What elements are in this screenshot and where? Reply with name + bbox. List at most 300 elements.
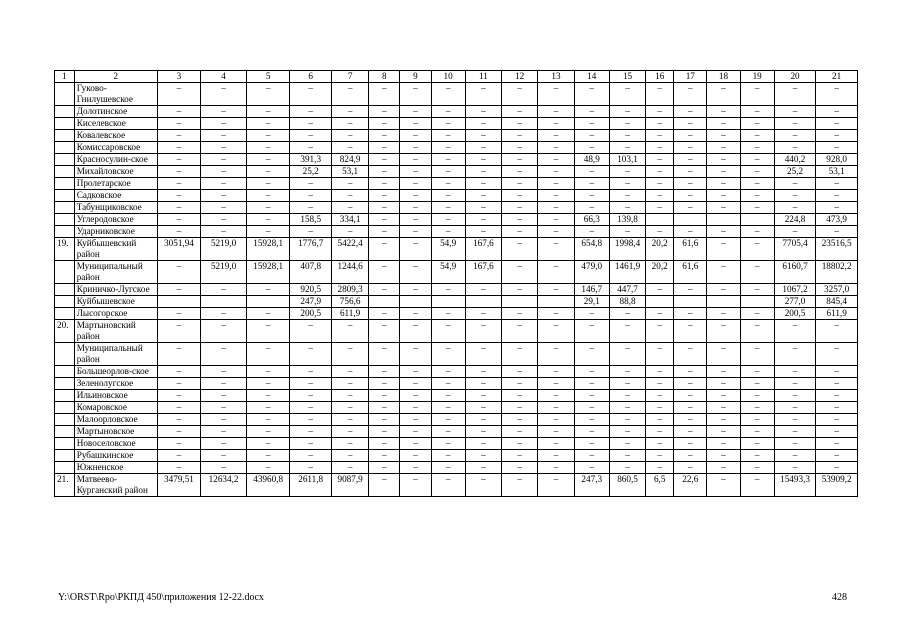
header-cell: 8	[369, 71, 400, 83]
table-row	[55, 402, 858, 414]
value-cell: –	[369, 284, 400, 296]
value-cell: –	[157, 308, 201, 320]
table-row	[55, 308, 858, 320]
value-cell: –	[157, 284, 201, 296]
value-cell: –	[157, 366, 201, 378]
value-cell: 22,6	[674, 474, 707, 497]
value-cell: –	[646, 343, 674, 366]
value-cell: –	[674, 343, 707, 366]
value-cell: –	[201, 118, 247, 130]
value-cell: –	[538, 202, 574, 214]
value-cell: –	[502, 178, 538, 190]
value-cell: –	[246, 154, 290, 166]
value-cell: –	[157, 178, 201, 190]
value-cell: –	[400, 226, 431, 238]
value-cell: –	[774, 178, 815, 190]
value-cell: –	[157, 426, 201, 438]
value-cell: –	[201, 226, 247, 238]
table-row	[55, 284, 858, 296]
value-cell: –	[502, 118, 538, 130]
value-cell: –	[574, 226, 609, 238]
value-cell: –	[646, 226, 674, 238]
row-number-cell	[55, 142, 75, 154]
value-cell: –	[538, 343, 574, 366]
value-cell: –	[246, 142, 290, 154]
value-cell: –	[538, 414, 574, 426]
value-cell: –	[290, 450, 331, 462]
value-cell	[400, 296, 431, 308]
value-cell: –	[431, 226, 465, 238]
value-cell: –	[465, 414, 501, 426]
value-cell: –	[674, 142, 707, 154]
value-cell: –	[400, 366, 431, 378]
district-name-cell: Комиссаровское	[74, 142, 157, 154]
value-cell: –	[201, 214, 247, 226]
table-row	[55, 190, 858, 202]
value-cell: –	[646, 438, 674, 450]
value-cell: –	[609, 190, 645, 202]
value-cell: –	[157, 202, 201, 214]
value-cell	[538, 296, 574, 308]
value-cell: –	[816, 462, 858, 474]
value-cell: –	[740, 308, 774, 320]
value-cell: –	[246, 284, 290, 296]
value-cell: –	[574, 438, 609, 450]
value-cell: 1998,4	[609, 238, 645, 261]
value-cell: –	[707, 438, 740, 450]
row-number-cell: 20.	[55, 320, 75, 343]
value-cell: –	[331, 142, 368, 154]
header-cell: 20	[774, 71, 815, 83]
value-cell: 88,8	[609, 296, 645, 308]
district-name-cell: Красносулин-ское	[74, 154, 157, 166]
value-cell	[707, 214, 740, 226]
value-cell: –	[400, 190, 431, 202]
value-cell: –	[740, 178, 774, 190]
value-cell: –	[369, 226, 400, 238]
value-cell	[502, 296, 538, 308]
value-cell: 23516,5	[816, 238, 858, 261]
value-cell: –	[574, 450, 609, 462]
table-row	[55, 238, 858, 261]
header-cell: 14	[574, 71, 609, 83]
value-cell: –	[431, 118, 465, 130]
value-cell: –	[707, 130, 740, 142]
value-cell: –	[246, 130, 290, 142]
row-number-cell	[55, 450, 75, 462]
value-cell: –	[246, 178, 290, 190]
value-cell: –	[816, 390, 858, 402]
value-cell	[674, 296, 707, 308]
value-cell: –	[502, 366, 538, 378]
value-cell: –	[674, 154, 707, 166]
value-cell: 920,5	[290, 284, 331, 296]
value-cell: –	[502, 261, 538, 284]
value-cell: –	[646, 130, 674, 142]
value-cell: 611,9	[816, 308, 858, 320]
value-cell: –	[538, 462, 574, 474]
value-cell: –	[290, 402, 331, 414]
row-number-cell: 19.	[55, 238, 75, 261]
header-cell: 7	[331, 71, 368, 83]
value-cell: –	[400, 154, 431, 166]
value-cell: –	[502, 450, 538, 462]
value-cell: –	[574, 190, 609, 202]
value-cell: –	[465, 202, 501, 214]
value-cell	[201, 296, 247, 308]
value-cell: –	[646, 462, 674, 474]
value-cell: –	[816, 106, 858, 118]
value-cell: –	[331, 202, 368, 214]
value-cell: –	[774, 343, 815, 366]
value-cell: –	[816, 450, 858, 462]
value-cell: –	[331, 320, 368, 343]
value-cell: –	[290, 343, 331, 366]
value-cell: –	[707, 202, 740, 214]
value-cell: –	[502, 190, 538, 202]
value-cell	[646, 296, 674, 308]
value-cell: –	[816, 402, 858, 414]
value-cell: –	[609, 438, 645, 450]
table-row	[55, 83, 858, 106]
value-cell: –	[816, 142, 858, 154]
value-cell: –	[465, 118, 501, 130]
value-cell: –	[740, 202, 774, 214]
row-number-cell	[55, 130, 75, 142]
value-cell: –	[465, 106, 501, 118]
value-cell: –	[740, 343, 774, 366]
value-cell: 1244,6	[331, 261, 368, 284]
value-cell: –	[431, 378, 465, 390]
value-cell: –	[465, 190, 501, 202]
value-cell: –	[502, 378, 538, 390]
value-cell: –	[740, 366, 774, 378]
value-cell: –	[538, 474, 574, 497]
value-cell: 7705,4	[774, 238, 815, 261]
value-cell: –	[774, 426, 815, 438]
value-cell: –	[201, 202, 247, 214]
value-cell: –	[431, 390, 465, 402]
value-cell: –	[609, 366, 645, 378]
value-cell: –	[538, 261, 574, 284]
value-cell: –	[609, 426, 645, 438]
value-cell: 2809,3	[331, 284, 368, 296]
value-cell: –	[574, 390, 609, 402]
value-cell: –	[609, 166, 645, 178]
value-cell: –	[246, 308, 290, 320]
value-cell: –	[400, 238, 431, 261]
value-cell: 139,8	[609, 214, 645, 226]
value-cell: –	[674, 130, 707, 142]
value-cell: –	[574, 462, 609, 474]
value-cell: –	[574, 118, 609, 130]
value-cell: –	[400, 343, 431, 366]
value-cell: –	[431, 308, 465, 320]
row-number-cell	[55, 438, 75, 450]
table-row	[55, 226, 858, 238]
value-cell: –	[538, 214, 574, 226]
header-cell: 12	[502, 71, 538, 83]
value-cell: 1776,7	[290, 238, 331, 261]
value-cell: –	[369, 414, 400, 426]
value-cell: –	[331, 402, 368, 414]
value-cell: 146,7	[574, 284, 609, 296]
value-cell: –	[369, 238, 400, 261]
value-cell: 6,5	[646, 474, 674, 497]
value-cell: 3479,51	[157, 474, 201, 497]
value-cell: –	[674, 284, 707, 296]
value-cell: 167,6	[465, 238, 501, 261]
data-table	[54, 70, 858, 497]
district-name-cell: Куйбышевское	[74, 296, 157, 308]
table-header-row	[55, 71, 858, 83]
table-row	[55, 462, 858, 474]
value-cell: 440,2	[774, 154, 815, 166]
value-cell	[157, 296, 201, 308]
value-cell: –	[331, 390, 368, 402]
value-cell: –	[674, 190, 707, 202]
value-cell: –	[816, 320, 858, 343]
header-cell: 1	[55, 71, 75, 83]
value-cell: –	[157, 118, 201, 130]
value-cell: –	[609, 390, 645, 402]
row-number-cell	[55, 426, 75, 438]
value-cell: 473,9	[816, 214, 858, 226]
value-cell: –	[609, 106, 645, 118]
value-cell: –	[246, 166, 290, 178]
row-number-cell	[55, 202, 75, 214]
value-cell: 860,5	[609, 474, 645, 497]
value-cell: –	[774, 83, 815, 106]
value-cell: –	[465, 402, 501, 414]
table-row	[55, 390, 858, 402]
value-cell: –	[400, 390, 431, 402]
table-row	[55, 296, 858, 308]
row-number-cell	[55, 284, 75, 296]
value-cell: –	[369, 320, 400, 343]
value-cell: –	[201, 106, 247, 118]
row-number-cell	[55, 226, 75, 238]
value-cell: –	[674, 402, 707, 414]
value-cell: –	[290, 106, 331, 118]
value-cell: –	[538, 390, 574, 402]
value-cell: –	[816, 343, 858, 366]
value-cell: –	[400, 308, 431, 320]
value-cell	[707, 296, 740, 308]
value-cell: 200,5	[774, 308, 815, 320]
value-cell: –	[431, 402, 465, 414]
value-cell: –	[774, 118, 815, 130]
value-cell: –	[816, 414, 858, 426]
value-cell: –	[369, 390, 400, 402]
value-cell: –	[369, 83, 400, 106]
value-cell: –	[502, 320, 538, 343]
value-cell: –	[201, 343, 247, 366]
district-name-cell: Новоселовское	[74, 438, 157, 450]
value-cell: –	[707, 83, 740, 106]
value-cell: 1461,9	[609, 261, 645, 284]
value-cell: –	[157, 166, 201, 178]
value-cell: –	[740, 83, 774, 106]
value-cell: 61,6	[674, 238, 707, 261]
value-cell: 334,1	[331, 214, 368, 226]
row-number-cell	[55, 462, 75, 474]
value-cell: –	[157, 438, 201, 450]
district-name-cell: Михайловское	[74, 166, 157, 178]
value-cell: 1067,2	[774, 284, 815, 296]
value-cell: –	[201, 154, 247, 166]
value-cell: –	[246, 83, 290, 106]
value-cell: –	[502, 142, 538, 154]
value-cell: –	[646, 106, 674, 118]
value-cell: –	[400, 462, 431, 474]
value-cell: –	[465, 390, 501, 402]
value-cell: –	[816, 366, 858, 378]
value-cell: –	[369, 202, 400, 214]
value-cell: –	[740, 450, 774, 462]
row-number-cell	[55, 178, 75, 190]
value-cell: –	[774, 414, 815, 426]
value-cell: –	[431, 320, 465, 343]
value-cell: –	[816, 83, 858, 106]
district-name-cell: Мартыновское	[74, 426, 157, 438]
value-cell: –	[465, 474, 501, 497]
value-cell: –	[400, 130, 431, 142]
value-cell: –	[740, 261, 774, 284]
header-cell: 17	[674, 71, 707, 83]
header-cell: 19	[740, 71, 774, 83]
value-cell: 611,9	[331, 308, 368, 320]
value-cell: –	[465, 320, 501, 343]
table-row	[55, 366, 858, 378]
value-cell: –	[246, 450, 290, 462]
table-row	[55, 118, 858, 130]
value-cell: –	[431, 166, 465, 178]
value-cell: 277,0	[774, 296, 815, 308]
header-cell: 6	[290, 71, 331, 83]
value-cell: –	[609, 462, 645, 474]
value-cell: 15928,1	[246, 261, 290, 284]
value-cell: –	[201, 130, 247, 142]
value-cell: –	[674, 366, 707, 378]
value-cell: –	[740, 414, 774, 426]
value-cell: –	[502, 226, 538, 238]
value-cell: –	[707, 106, 740, 118]
value-cell: 845,4	[816, 296, 858, 308]
value-cell: –	[246, 214, 290, 226]
value-cell: –	[246, 462, 290, 474]
value-cell: 224,8	[774, 214, 815, 226]
header-cell: 16	[646, 71, 674, 83]
value-cell: –	[369, 214, 400, 226]
value-cell: –	[157, 142, 201, 154]
value-cell: –	[816, 178, 858, 190]
value-cell: –	[465, 214, 501, 226]
value-cell: –	[574, 426, 609, 438]
value-cell: –	[707, 450, 740, 462]
value-cell: –	[157, 462, 201, 474]
district-name-cell: Ковалевское	[74, 130, 157, 142]
value-cell: –	[331, 414, 368, 426]
value-cell: –	[431, 214, 465, 226]
value-cell: –	[707, 320, 740, 343]
value-cell: –	[674, 426, 707, 438]
value-cell: –	[290, 462, 331, 474]
value-cell: –	[246, 366, 290, 378]
value-cell: –	[201, 390, 247, 402]
value-cell: –	[816, 426, 858, 438]
value-cell: 928,0	[816, 154, 858, 166]
value-cell: 61,6	[674, 261, 707, 284]
value-cell: –	[465, 462, 501, 474]
value-cell: –	[465, 284, 501, 296]
district-name-cell: Ильиновское	[74, 390, 157, 402]
row-number-cell: 21.	[55, 474, 75, 497]
value-cell: 5219,0	[201, 238, 247, 261]
value-cell: –	[609, 202, 645, 214]
value-cell: –	[157, 130, 201, 142]
value-cell: –	[431, 438, 465, 450]
table-row	[55, 130, 858, 142]
value-cell: –	[290, 202, 331, 214]
row-number-cell	[55, 390, 75, 402]
value-cell: –	[674, 118, 707, 130]
value-cell: –	[246, 343, 290, 366]
value-cell: –	[574, 166, 609, 178]
value-cell: 43960,8	[246, 474, 290, 497]
value-cell: –	[201, 414, 247, 426]
value-cell: –	[574, 142, 609, 154]
value-cell: –	[502, 166, 538, 178]
value-cell: –	[609, 83, 645, 106]
value-cell: –	[157, 378, 201, 390]
table-row	[55, 106, 858, 118]
footer-file-path: Y:\ORST\Rpo\РКПД 450\приложения 12-22.docx	[58, 592, 264, 603]
value-cell: –	[774, 142, 815, 154]
value-cell: –	[574, 320, 609, 343]
table-row	[55, 450, 858, 462]
value-cell: –	[331, 190, 368, 202]
value-cell: –	[707, 178, 740, 190]
table-row	[55, 426, 858, 438]
district-name-cell: Муниципальный район	[74, 261, 157, 284]
value-cell: –	[774, 202, 815, 214]
district-name-cell: Табунщиковское	[74, 202, 157, 214]
value-cell: –	[740, 190, 774, 202]
value-cell: 53909,2	[816, 474, 858, 497]
value-cell: –	[502, 438, 538, 450]
value-cell: –	[646, 308, 674, 320]
value-cell: –	[538, 366, 574, 378]
value-cell: –	[538, 402, 574, 414]
value-cell: –	[774, 402, 815, 414]
value-cell: –	[201, 308, 247, 320]
value-cell: 29,1	[574, 296, 609, 308]
value-cell: –	[369, 343, 400, 366]
table-row	[55, 414, 858, 426]
table-row	[55, 142, 858, 154]
value-cell: –	[431, 106, 465, 118]
value-cell: –	[331, 378, 368, 390]
value-cell: –	[674, 308, 707, 320]
value-cell: –	[538, 166, 574, 178]
value-cell: –	[609, 118, 645, 130]
value-cell: –	[574, 366, 609, 378]
table-row	[55, 166, 858, 178]
value-cell: –	[609, 130, 645, 142]
value-cell	[465, 296, 501, 308]
value-cell: –	[502, 426, 538, 438]
